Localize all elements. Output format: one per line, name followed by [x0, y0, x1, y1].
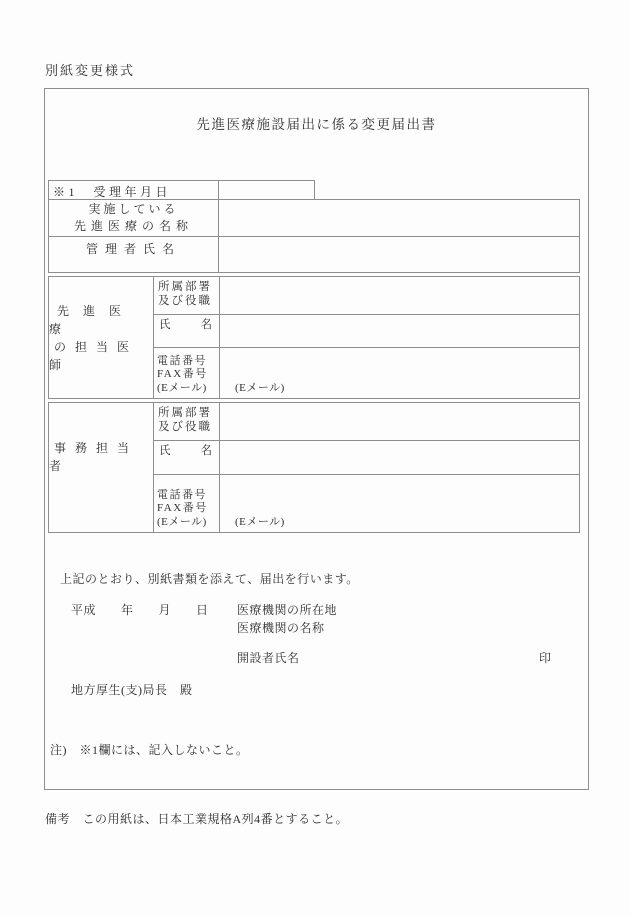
form-title: 先進医療施設届出に係る変更届出書 — [196, 117, 437, 132]
manager-name-value-cell — [219, 237, 579, 272]
clerk-name-label-last: 名 — [200, 445, 214, 457]
clerk-contact-row — [154, 475, 579, 532]
doctor-dept-label — [154, 277, 220, 314]
doctor-name-label-last: 名 — [200, 319, 214, 331]
doctor-contact-label — [154, 348, 220, 398]
form-style-label: 別紙変更様式 — [45, 63, 136, 78]
seal-mark: 印 — [539, 651, 552, 665]
manager-name-row — [49, 237, 579, 272]
form-border-box — [44, 88, 589, 790]
doctor-contact-row — [154, 348, 579, 398]
clerk-dept-label — [154, 403, 220, 440]
doctor-dept-label-line1: 所属部署 — [158, 281, 212, 293]
doctor-dept-value-cell — [220, 277, 579, 314]
note-line: 注) ※1欄には、記入しないこと。 — [50, 743, 249, 757]
doctor-name-label — [154, 315, 220, 347]
doctor-contact-value-cell — [220, 348, 579, 398]
clerk-dept-label-line1: 所属部署 — [158, 407, 212, 419]
clerk-contact-label-line2: FAX番号 — [157, 502, 208, 514]
addressee-line: 地方厚生(支)局長 殿 — [71, 683, 193, 697]
remark-line: 備考 この用紙は、日本工業規格A列4番とすること。 — [45, 812, 349, 826]
treatment-name-label-line2: 先進医療の名称 — [73, 219, 193, 233]
clerk-contact-label-line3: (Eメール) — [157, 515, 207, 528]
clerk-dept-label-line2: 及び役職 — [158, 421, 212, 433]
doctor-name-row — [154, 315, 579, 348]
basic-info-table — [48, 199, 580, 273]
clerk-group-label — [49, 403, 154, 532]
institution-name-label: 医療機関の名称 — [237, 621, 325, 635]
treatment-name-row — [49, 200, 579, 237]
doctor-contact-label-line1: 電話番号 — [157, 354, 207, 367]
clerk-name-value-cell — [220, 441, 579, 474]
doctor-dept-row — [154, 277, 579, 315]
clerk-name-row — [154, 441, 579, 475]
date-line: 平成 年 月 日 — [71, 603, 209, 617]
institution-address-label: 医療機関の所在地 — [237, 603, 338, 617]
clerk-dept-row — [154, 403, 579, 441]
treatment-name-label-line1: 実施している — [88, 202, 179, 216]
doctor-name-value-cell — [220, 315, 579, 347]
treatment-name-label — [49, 200, 219, 236]
manager-name-label: 管理者氏名 — [49, 237, 219, 272]
acceptance-date-value-cell — [219, 181, 314, 199]
clerk-section — [48, 402, 580, 533]
doctor-group-label — [49, 277, 154, 398]
doctor-group-label-line1: 先進医療 — [49, 303, 136, 336]
founder-name-label: 開設者氏名 — [237, 651, 300, 665]
clerk-dept-value-cell — [220, 403, 579, 440]
acceptance-date-row — [48, 180, 315, 200]
clerk-contact-email-hint: (Eメール) — [235, 516, 285, 528]
acceptance-date-label: ※1 受理年月日 — [49, 181, 219, 199]
doctor-contact-label-line2: FAX番号 — [157, 368, 208, 380]
clerk-name-label — [154, 441, 220, 474]
declaration-text: 上記のとおり、別紙書類を添えて、届出を行います。 — [60, 572, 359, 586]
clerk-contact-value-cell — [220, 475, 579, 532]
clerk-contact-label — [154, 475, 220, 532]
doctor-contact-email-hint: (Eメール) — [235, 382, 285, 394]
doctor-name-label-first: 氏 — [159, 319, 173, 331]
clerk-group-label-text: 事務担当者 — [49, 440, 139, 473]
doctor-group-label-line2: の担当医師 — [49, 339, 139, 372]
clerk-contact-label-line1: 電話番号 — [157, 488, 207, 501]
doctor-dept-label-line2: 及び役職 — [158, 295, 212, 307]
treatment-name-value-cell — [219, 200, 579, 236]
doctor-section — [48, 276, 580, 399]
doctor-contact-label-line3: (Eメール) — [157, 381, 207, 394]
clerk-name-label-first: 氏 — [159, 445, 173, 457]
